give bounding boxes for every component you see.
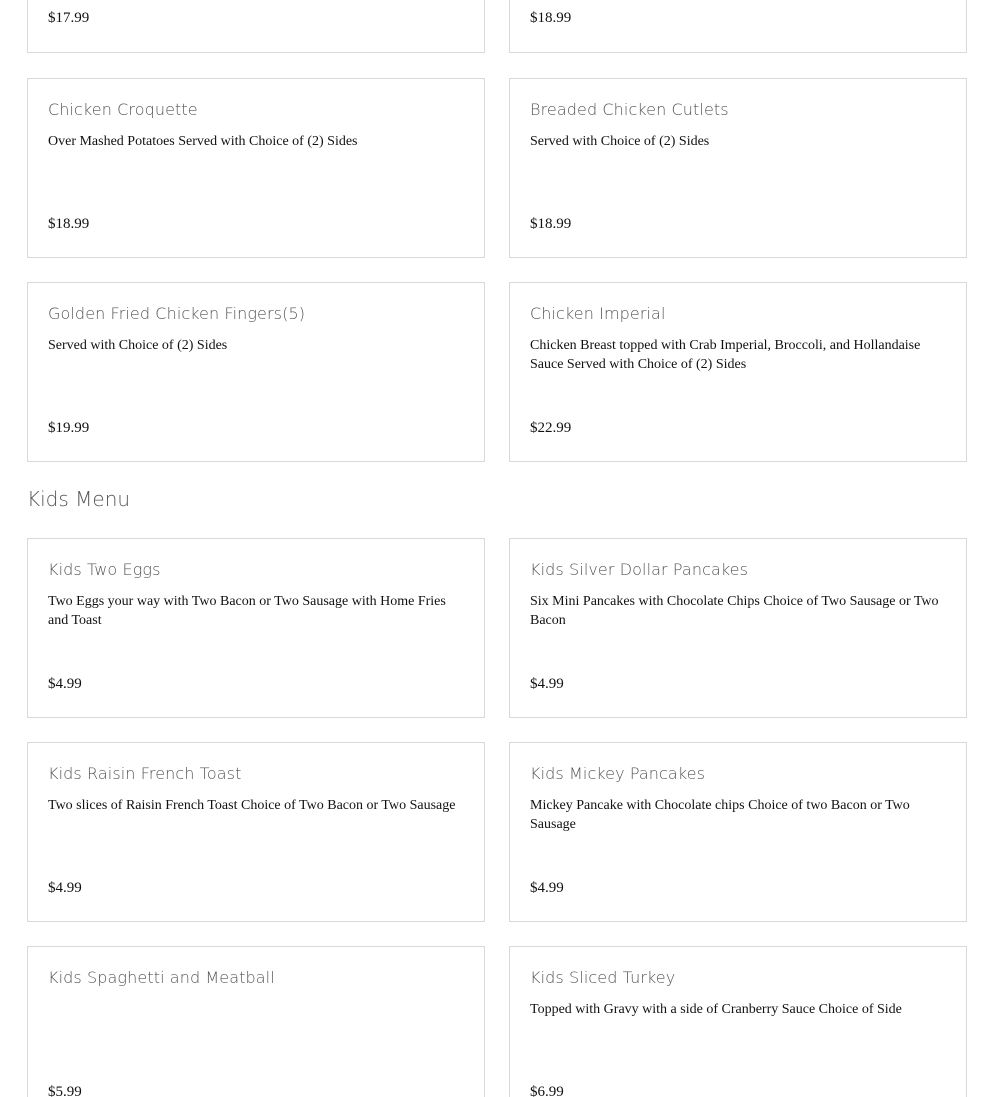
menu-item-card [27, 946, 485, 1097]
menu-item-card [509, 946, 967, 1097]
item-price: $22.99 [530, 420, 572, 436]
menu-item-card [509, 282, 967, 462]
item-name: Kids Raisin French Toast [48, 764, 242, 783]
item-description: Mickey Pancake with Chocolate chips Choice of two Bacon or Two Sausage [530, 798, 910, 832]
menu-item-card [27, 742, 485, 922]
item-price: $4.99 [530, 676, 564, 692]
menu-item-card [509, 742, 967, 922]
item-name: Kids Spaghetti and Meatball [48, 968, 275, 987]
item-price: $4.99 [48, 880, 82, 896]
menu-item-card [27, 78, 485, 258]
item-name: Kids Mickey Pancakes [530, 764, 706, 783]
item-description: Served with Choice of (2) Sides [48, 338, 228, 353]
menu-item-card [509, 78, 967, 258]
item-description: Two Eggs your way with Two Bacon or Two Sausage with Home Fries and Toast [48, 594, 446, 628]
item-description: Served with Choice of (2) Sides [530, 134, 710, 149]
item-price: $18.99 [48, 216, 90, 232]
item-description: Topped with Gravy with a side of Cranberry Sauce Choice of Side [530, 1002, 902, 1017]
menu-item-card [509, 538, 967, 718]
menu-item-card [27, 282, 485, 462]
item-name: Golden Fried Chicken Fingers(5) [48, 304, 306, 323]
item-price: $18.99 [530, 216, 572, 232]
section-title-kids-menu: Kids Menu [27, 487, 131, 511]
item-price: $18.99 [530, 10, 572, 26]
item-name: Kids Silver Dollar Pancakes [530, 560, 749, 579]
item-price: $4.99 [48, 676, 82, 692]
item-price: $5.99 [48, 1084, 82, 1097]
item-description: Six Mini Pancakes with Chocolate Chips Choice of Two Sausage or Two Bacon [530, 594, 939, 628]
item-name: Chicken Imperial [530, 304, 666, 323]
item-price: $19.99 [48, 420, 90, 436]
menu-item-card [27, 538, 485, 718]
item-name: Chicken Croquette [48, 100, 198, 119]
item-price: $6.99 [530, 1084, 564, 1097]
item-description: Two slices of Raisin French Toast Choice of Two Bacon or Two Sausage [48, 798, 456, 813]
menu-item-card [509, 0, 967, 53]
item-description: Chicken Breast topped with Crab Imperial, Broccoli, and Hollandaise Sauce Served with Choice of (2) Sides [530, 338, 921, 372]
item-price: $17.99 [48, 10, 90, 26]
menu-item-card [27, 0, 485, 53]
item-name: Breaded Chicken Cutlets [530, 100, 729, 119]
item-name: Kids Two Eggs [48, 560, 161, 579]
item-price: $4.99 [530, 880, 564, 896]
item-description: Over Mashed Potatoes Served with Choice of (2) Sides [48, 134, 358, 149]
item-name: Kids Sliced Turkey [530, 968, 676, 987]
